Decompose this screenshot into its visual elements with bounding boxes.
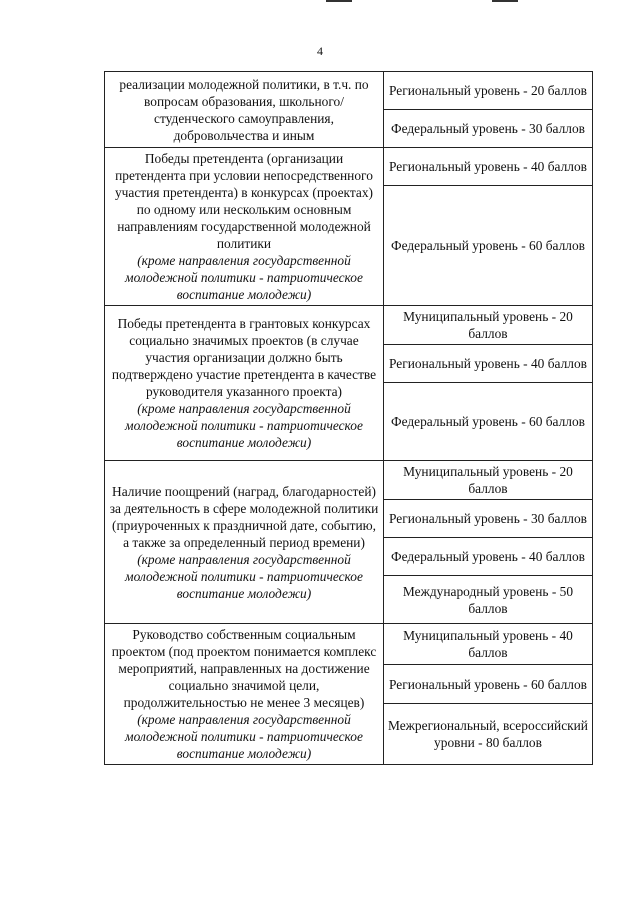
table-row xyxy=(105,306,593,345)
criterion-note: (кроме направления государственной молодежной политики - патриотическое воспитание молодежи) xyxy=(125,551,363,601)
table-row xyxy=(105,624,593,665)
criterion-cell xyxy=(105,624,384,765)
criterion-cell xyxy=(105,72,384,148)
score-cell: Межрегиональный, всероссийский уровни - 80 баллов xyxy=(384,704,593,765)
criterion-text: Наличие поощрений (наград, благодарностей) за деятельность в сфере молодежной политики (приуроченных к праздничной дате, событию, а также за определенный период времени) xyxy=(109,483,379,550)
scan-mark-right xyxy=(492,0,518,2)
criterion-text: реализации молодежной политики, в т.ч. по вопросам образования, школьного/студенческого самоуправления, добровольчества и иным xyxy=(119,76,369,143)
score-cell: Региональный уровень - 30 баллов xyxy=(384,500,593,538)
table-row xyxy=(105,461,593,500)
scan-mark-left xyxy=(326,0,352,2)
criterion-text: Руководство собственным социальным проектом (под проектом понимается комплекс мероприятий, направленных на достижение социально значимой цели, продолжительностью не менее 3 месяцев) xyxy=(111,627,377,710)
criteria-table xyxy=(104,71,593,765)
score-cell: Региональный уровень - 40 баллов xyxy=(384,345,593,383)
criterion-note: (кроме направления государственной молодежной политики - патриотическое воспитание молодежи) xyxy=(125,401,363,450)
score-cell: Федеральный уровень - 40 баллов xyxy=(384,538,593,576)
score-cell: Муниципальный уровень - 20 баллов xyxy=(384,306,593,345)
page-number: 4 xyxy=(317,44,323,58)
score-cell: Федеральный уровень - 60 баллов xyxy=(384,383,593,461)
table-row xyxy=(105,72,593,110)
criterion-cell xyxy=(105,148,384,306)
criterion-cell xyxy=(105,306,384,461)
score-cell: Федеральный уровень - 30 баллов xyxy=(384,110,593,148)
score-cell: Муниципальный уровень - 40 баллов xyxy=(384,624,593,665)
score-cell: Региональный уровень - 20 баллов xyxy=(384,72,593,110)
criterion-note: (кроме направления государственной молодежной политики - патриотическое воспитание молодежи) xyxy=(125,712,363,761)
criterion-note: (кроме направления государственной молодежной политики - патриотическое воспитание молодежи) xyxy=(125,253,363,302)
criterion-text: Победы претендента в грантовых конкурсах социально значимых проектов (в случае участия организации должно быть подтверждено участие претендента в качестве руководителя указанного проекта) xyxy=(111,316,377,399)
criterion-text: Победы претендента (организации претендента при условии непосредственного участия претендента) в конкурсах (проектах) по одному или нескольким основным направлениям государственной молодежной политики xyxy=(114,151,374,251)
table-row xyxy=(105,148,593,186)
score-cell: Федеральный уровень - 60 баллов xyxy=(384,186,593,306)
score-cell: Региональный уровень - 40 баллов xyxy=(384,148,593,186)
criterion-cell xyxy=(105,461,384,624)
score-cell: Муниципальный уровень - 20 баллов xyxy=(384,461,593,500)
score-cell: Международный уровень - 50 баллов xyxy=(384,576,593,624)
score-cell: Региональный уровень - 60 баллов xyxy=(384,664,593,704)
